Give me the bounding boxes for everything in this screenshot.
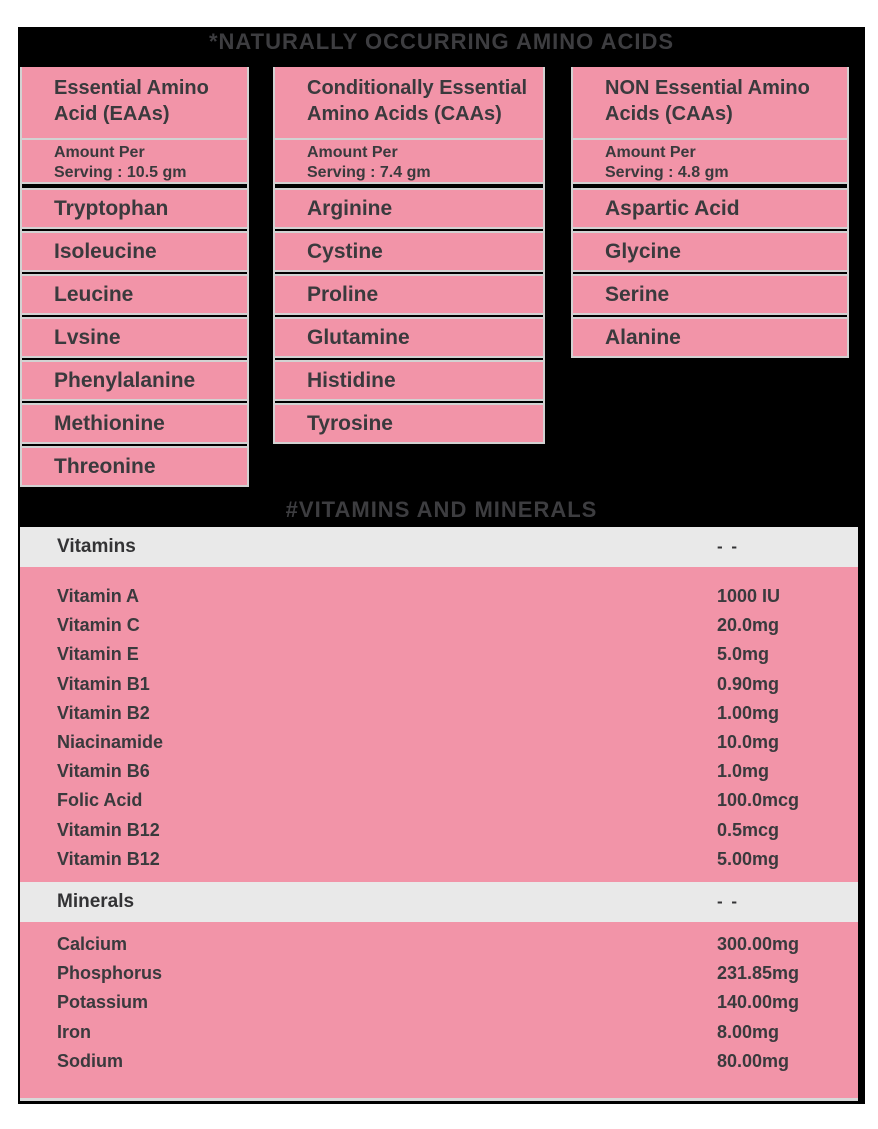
row-value: 20.0mg <box>717 615 780 636</box>
serving-line1: Amount Per <box>54 144 145 161</box>
row-value: 0.90mg <box>717 673 780 694</box>
amino-item: Tyrosine <box>275 403 543 444</box>
minerals-subheader-label: Minerals <box>57 890 135 912</box>
table-header-line1: Conditionally Essential <box>307 77 528 99</box>
table-header-line2: Amino Acids (CAAs) <box>307 103 502 125</box>
amino-item: Cystine <box>275 231 543 272</box>
amino-item: Aspartic Acid <box>573 188 847 229</box>
table-header-line1: Essential Amino <box>54 77 209 99</box>
non-essential-amino-table <box>571 67 849 358</box>
table-header-line2: Acids (CAAs) <box>605 103 733 125</box>
amino-item: Arginine <box>275 188 543 229</box>
minerals-subheader-row <box>20 882 858 922</box>
essential-amino-serving-row <box>22 140 247 184</box>
non-essential-serving-row <box>573 140 847 184</box>
row-label: Vitamin A <box>57 586 140 607</box>
row-label: Phosphorus <box>57 963 163 984</box>
row-label: Folic Acid <box>57 790 143 811</box>
row-label: Vitamin B1 <box>57 673 150 694</box>
amino-item: Phenylalanine <box>22 360 247 401</box>
row-label: Sodium <box>57 1050 123 1071</box>
row-label: Vitamin C <box>57 615 140 636</box>
serving-line2: Serving : 4.8 gm <box>605 164 729 181</box>
row-value: 231.85mg <box>717 963 800 984</box>
amino-item: Leucine <box>22 274 247 315</box>
table-row <box>57 757 812 786</box>
amino-item: Methionine <box>22 403 247 444</box>
vitamins-subheader-value: - - <box>717 537 740 556</box>
table-row <box>57 640 812 669</box>
row-value: 80.00mg <box>717 1050 790 1071</box>
vitamins-minerals-table <box>20 527 858 1101</box>
row-label: Iron <box>57 1021 91 1042</box>
table-row <box>57 728 812 757</box>
table-row <box>57 988 812 1017</box>
row-value: 5.00mg <box>717 848 780 869</box>
amino-item: Glutamine <box>275 317 543 358</box>
serving-line1: Amount Per <box>307 144 398 161</box>
essential-amino-table <box>20 67 249 487</box>
minerals-subheader-value: - - <box>717 891 740 911</box>
row-value: 300.00mg <box>717 933 800 954</box>
row-label: Vitamin B12 <box>57 819 160 840</box>
row-value: 8.00mg <box>717 1021 780 1042</box>
table-row <box>57 1017 812 1046</box>
amino-item: Alanine <box>573 317 847 358</box>
row-value: 140.00mg <box>717 992 800 1013</box>
amino-item: Lvsine <box>22 317 247 358</box>
vitamins-rows <box>20 567 858 882</box>
row-label: Calcium <box>57 933 128 954</box>
table-row <box>57 582 812 611</box>
non-essential-items <box>573 188 847 358</box>
row-label: Vitamin B2 <box>57 702 150 723</box>
conditionally-essential-items <box>275 188 543 444</box>
table-row <box>57 699 812 728</box>
row-value: 10.0mg <box>717 732 780 753</box>
label-panel <box>18 27 865 1104</box>
row-value: 5.0mg <box>717 644 770 665</box>
table-header-line2: Acid (EAAs) <box>54 103 170 125</box>
amino-item: Serine <box>573 274 847 315</box>
row-value: 1000 IU <box>717 586 781 607</box>
vitamins-minerals-section-title: #VITAMINS AND MINERALS <box>285 497 598 522</box>
amino-item: Threonine <box>22 446 247 487</box>
table-row <box>57 959 812 988</box>
table-row <box>57 1047 812 1076</box>
row-label: Potassium <box>57 992 149 1013</box>
vitamins-subheader-label: Vitamins <box>57 536 136 557</box>
vitamins-subheader-row <box>20 527 858 567</box>
table-row <box>57 670 812 699</box>
row-value: 1.0mg <box>717 761 770 782</box>
non-essential-table-header <box>573 67 847 140</box>
amino-item: Histidine <box>275 360 543 401</box>
amino-section-title: *NATURALLY OCCURRING AMINO ACIDS <box>208 29 675 54</box>
row-label: Niacinamide <box>57 732 164 753</box>
table-row <box>57 786 812 815</box>
serving-line2: Serving : 10.5 gm <box>54 164 187 181</box>
table-row <box>57 816 812 845</box>
amino-item: Proline <box>275 274 543 315</box>
minerals-rows <box>20 922 858 1098</box>
table-row <box>57 611 812 640</box>
row-value: 100.0mcg <box>717 790 800 811</box>
conditionally-essential-table-header <box>275 67 543 140</box>
conditionally-essential-serving-row <box>275 140 543 184</box>
row-value: 1.00mg <box>717 702 780 723</box>
table-header-line1: NON Essential Amino <box>605 77 810 99</box>
essential-amino-items <box>22 188 247 487</box>
serving-line1: Amount Per <box>605 144 696 161</box>
conditionally-essential-amino-table <box>273 67 545 444</box>
amino-item: Tryptophan <box>22 188 247 229</box>
table-row <box>57 845 812 874</box>
table-row <box>57 930 812 959</box>
row-label: Vitamin B12 <box>57 848 160 869</box>
row-label: Vitamin B6 <box>57 761 150 782</box>
amino-item: Glycine <box>573 231 847 272</box>
amino-item: Isoleucine <box>22 231 247 272</box>
essential-amino-table-header <box>22 67 247 140</box>
serving-line2: Serving : 7.4 gm <box>307 164 431 181</box>
row-label: Vitamin E <box>57 644 139 665</box>
row-value: 0.5mcg <box>717 819 780 840</box>
